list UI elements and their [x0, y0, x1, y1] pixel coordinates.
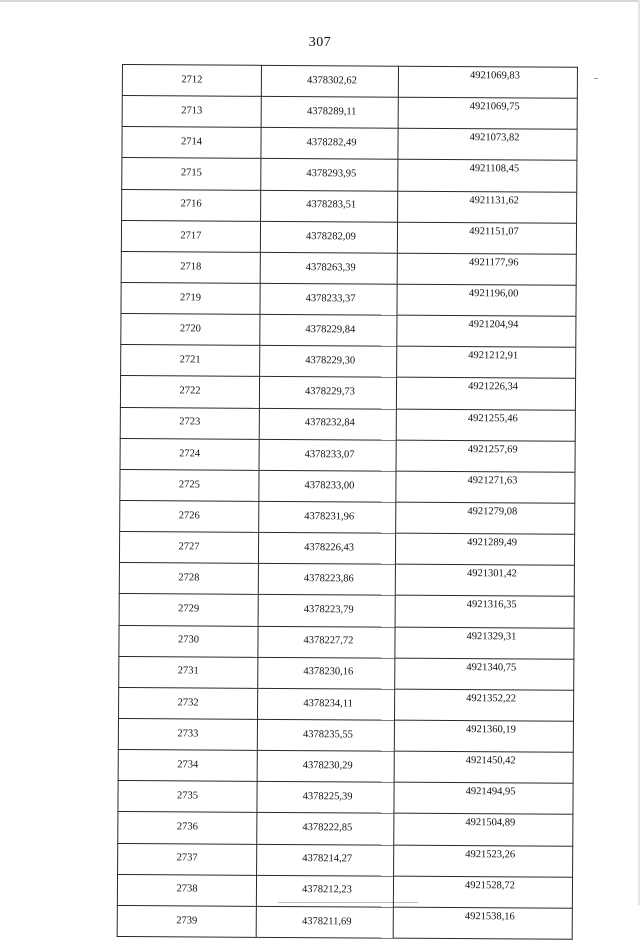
- y-coordinate-cell: 4921255,46: [396, 409, 575, 441]
- y-coordinate-cell: 4921352,22: [394, 689, 573, 721]
- margin-mark: [594, 78, 598, 79]
- table-row: [121, 314, 576, 348]
- table-row: [118, 812, 573, 846]
- table-row: [117, 874, 572, 908]
- table-row: [122, 127, 577, 161]
- table-row: [118, 750, 573, 784]
- table-row: [117, 905, 572, 939]
- y-coordinate-cell: 4921151,07: [397, 222, 576, 254]
- x-coordinate-cell: 4378225,39: [257, 782, 394, 814]
- x-coordinate-cell: 4378230,29: [257, 750, 394, 782]
- y-coordinate-cell: 4921301,42: [395, 564, 574, 596]
- y-coordinate-cell: 4921069,83: [398, 66, 577, 98]
- y-coordinate-cell: 4921073,82: [398, 128, 577, 160]
- x-coordinate-cell: 4378289,11: [261, 96, 398, 128]
- table-row: [122, 65, 577, 99]
- point-number-cell: 2712: [122, 65, 261, 97]
- point-number-cell: 2737: [118, 843, 257, 875]
- x-coordinate-cell: 4378211,69: [256, 906, 393, 938]
- table-row: [118, 718, 573, 752]
- x-coordinate-cell: 4378230,16: [258, 657, 395, 689]
- point-number-cell: 2734: [118, 750, 257, 782]
- point-number-cell: 2729: [119, 594, 258, 626]
- y-coordinate-cell: 4921131,62: [398, 191, 577, 223]
- table-row: [119, 563, 574, 597]
- x-coordinate-cell: 4378232,84: [259, 408, 396, 440]
- x-coordinate-cell: 4378233,07: [259, 439, 396, 471]
- y-coordinate-cell: 4921450,42: [394, 751, 573, 783]
- y-coordinate-cell: 4921340,75: [395, 658, 574, 690]
- x-coordinate-cell: 4378233,00: [259, 470, 396, 502]
- y-coordinate-cell: 4921271,63: [396, 471, 575, 503]
- y-coordinate-cell: 4921316,35: [395, 596, 574, 628]
- point-number-cell: 2725: [120, 469, 259, 501]
- point-number-cell: 2738: [117, 874, 256, 906]
- point-number-cell: 2723: [120, 407, 259, 439]
- y-coordinate-cell: 4921538,16: [393, 907, 572, 939]
- point-number-cell: 2731: [119, 656, 258, 688]
- y-coordinate-cell: 4921329,31: [395, 627, 574, 659]
- point-number-cell: 2714: [122, 127, 261, 159]
- point-number-cell: 2715: [122, 158, 261, 190]
- table-row: [119, 594, 574, 628]
- point-number-cell: 2736: [118, 812, 257, 844]
- table-row: [120, 438, 575, 472]
- x-coordinate-cell: 4378233,37: [260, 283, 397, 315]
- point-number-cell: 2713: [122, 96, 261, 128]
- table-row: [121, 282, 576, 316]
- y-coordinate-cell: 4921279,08: [396, 502, 575, 534]
- y-coordinate-cell: 4921523,26: [394, 845, 573, 877]
- point-number-cell: 2732: [119, 687, 258, 719]
- x-coordinate-cell: 4378235,55: [257, 719, 394, 751]
- point-number-cell: 2733: [118, 718, 257, 750]
- table-row: [121, 251, 576, 285]
- x-coordinate-cell: 4378229,84: [260, 314, 397, 346]
- y-coordinate-cell: 4921528,72: [393, 876, 572, 908]
- point-number-cell: 2722: [120, 376, 259, 408]
- x-coordinate-cell: 4378231,96: [259, 501, 396, 533]
- y-coordinate-cell: 4921204,94: [397, 315, 576, 347]
- point-number-cell: 2718: [121, 251, 260, 283]
- table-row: [120, 500, 575, 534]
- x-coordinate-cell: 4378263,39: [260, 252, 397, 284]
- x-coordinate-cell: 4378223,86: [258, 564, 395, 596]
- x-coordinate-cell: 4378302,62: [261, 65, 398, 97]
- table-row: [122, 96, 577, 130]
- point-number-cell: 2735: [118, 781, 257, 813]
- table-row: [121, 220, 576, 254]
- point-number-cell: 2727: [119, 532, 258, 564]
- y-coordinate-cell: 4921257,69: [396, 440, 575, 472]
- point-number-cell: 2730: [119, 625, 258, 657]
- table-row: [120, 469, 575, 503]
- x-coordinate-cell: 4378227,72: [258, 626, 395, 658]
- y-coordinate-cell: 4921226,34: [396, 378, 575, 410]
- table-row: [122, 189, 577, 223]
- x-coordinate-cell: 4378212,23: [256, 875, 393, 907]
- point-number-cell: 2739: [117, 905, 256, 937]
- y-coordinate-cell: 4921289,49: [395, 533, 574, 565]
- x-coordinate-cell: 4378222,85: [257, 813, 394, 845]
- table-row: [119, 532, 574, 566]
- y-coordinate-cell: 4921108,45: [398, 160, 577, 192]
- y-coordinate-cell: 4921212,91: [397, 346, 576, 378]
- table-row: [118, 781, 573, 815]
- x-coordinate-cell: 4378229,73: [259, 377, 396, 409]
- x-coordinate-cell: 4378214,27: [257, 844, 394, 876]
- table-row: [122, 158, 577, 192]
- coordinates-table: [117, 64, 578, 940]
- coordinates-table-body: [117, 65, 577, 940]
- table-row: [120, 407, 575, 441]
- point-number-cell: 2726: [120, 500, 259, 532]
- page-number: 307: [308, 35, 332, 50]
- y-coordinate-cell: 4921196,00: [397, 284, 576, 316]
- x-coordinate-cell: 4378293,95: [261, 159, 398, 191]
- y-coordinate-cell: 4921069,75: [398, 97, 577, 129]
- table-row: [119, 625, 574, 659]
- point-number-cell: 2716: [122, 189, 261, 221]
- point-number-cell: 2724: [120, 438, 259, 470]
- x-coordinate-cell: 4378226,43: [258, 532, 395, 564]
- point-number-cell: 2720: [121, 314, 260, 346]
- x-coordinate-cell: 4378229,30: [260, 346, 397, 378]
- x-coordinate-cell: 4378282,09: [260, 221, 397, 253]
- table-row: [121, 345, 576, 379]
- y-coordinate-cell: 4921177,96: [397, 253, 576, 285]
- table-row: [120, 376, 575, 410]
- y-coordinate-cell: 4921504,89: [394, 814, 573, 846]
- table-row: [119, 656, 574, 690]
- x-coordinate-cell: 4378223,79: [258, 595, 395, 627]
- point-number-cell: 2717: [121, 220, 260, 252]
- table-row: [119, 687, 574, 721]
- y-coordinate-cell: 4921360,19: [394, 720, 573, 752]
- point-number-cell: 2721: [121, 345, 260, 377]
- x-coordinate-cell: 4378234,11: [257, 688, 394, 720]
- x-coordinate-cell: 4378283,51: [261, 190, 398, 222]
- point-number-cell: 2728: [119, 563, 258, 595]
- table-row: [118, 843, 573, 877]
- point-number-cell: 2719: [121, 282, 260, 314]
- scan-edge-top: [0, 0, 640, 2]
- x-coordinate-cell: 4378282,49: [261, 128, 398, 160]
- y-coordinate-cell: 4921494,95: [394, 782, 573, 814]
